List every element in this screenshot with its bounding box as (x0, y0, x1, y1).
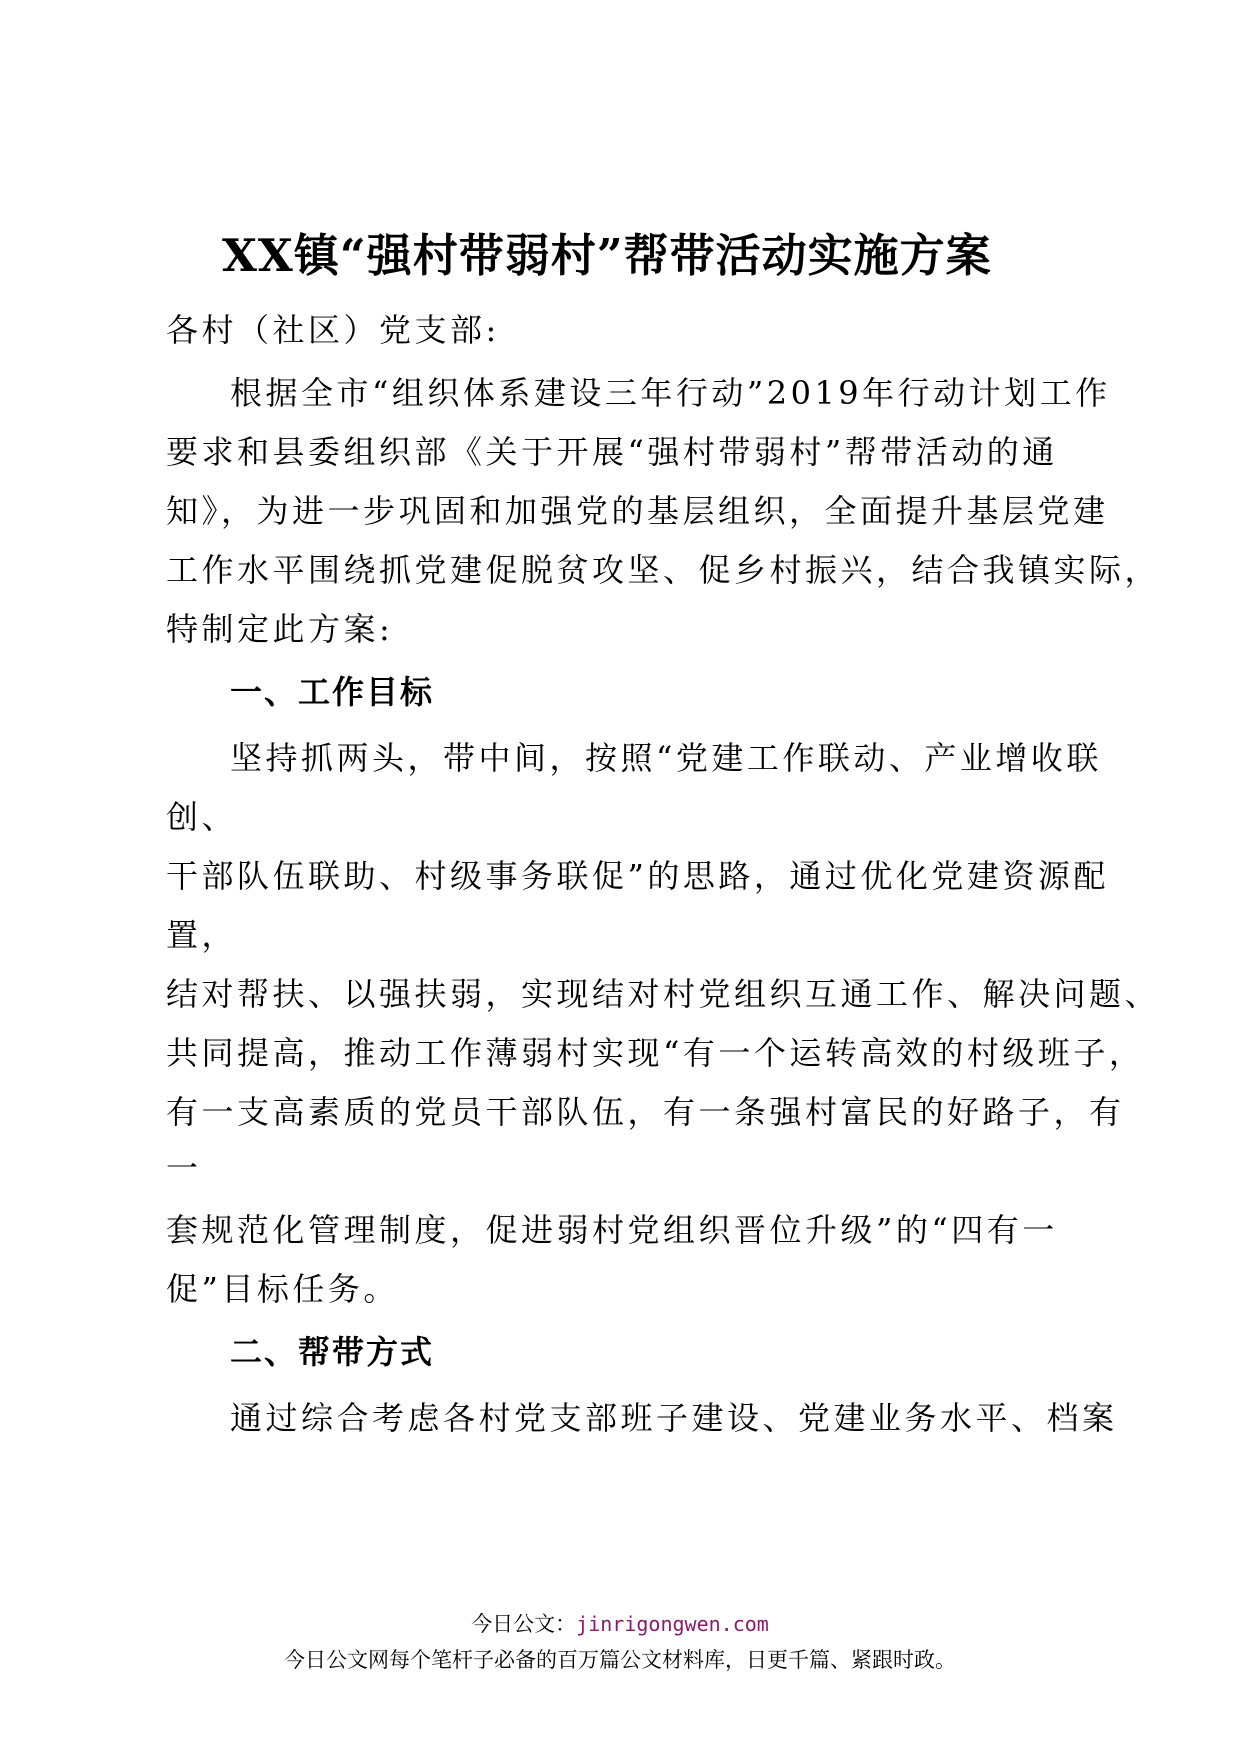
paragraph-line: 工作水平围绕抓党建促脱贫攻坚、促乡村振兴，结合我镇实际， (166, 551, 1161, 589)
paragraph-line: 结对帮扶、以强扶弱，实现结对村党组织互通工作、解决问题、 (166, 975, 1161, 1013)
paragraph-line: 置， (166, 916, 238, 954)
paragraph-line: 一 (166, 1149, 202, 1187)
footer-url-link[interactable]: jinrigongwen.com (576, 1612, 769, 1636)
paragraph-line: 创、 (166, 798, 238, 836)
paragraph-line: 干部队伍联助、村级事务联促”的思路，通过优化党建资源配 (166, 857, 1109, 895)
section-heading-goals: 一、工作目标 (230, 673, 435, 711)
paragraph-line: 要求和县委组织部《关于开展“强村带弱村”帮带活动的通 (166, 433, 1058, 471)
paragraph-line: 根据全市“组织体系建设三年行动”2019年行动计划工作 (230, 374, 1111, 412)
paragraph-line: 套规范化管理制度，促进弱村党组织晋位升级”的“四有一 (166, 1211, 1058, 1249)
paragraph-line: 共同提高，推动工作薄弱村实现“有一个运转高效的村级班子， (166, 1034, 1145, 1072)
paragraph-line: 通过综合考虑各村党支部班子建设、党建业务水平、档案 (230, 1399, 1118, 1437)
paragraph-line: 有一支高素质的党员干部队伍，有一条强村富民的好路子，有 (166, 1093, 1125, 1131)
paragraph-line: 特制定此方案: (166, 610, 394, 648)
document-title: XX镇“强村带弱村”帮带活动实施方案 (222, 229, 992, 282)
paragraph-line: 知》，为进一步巩固和加强党的基层组织，全面提升基层党建 (166, 492, 1109, 530)
section-heading-methods: 二、帮带方式 (230, 1333, 435, 1371)
salutation: 各村（社区）党支部: (166, 311, 500, 349)
paragraph-line: 促”目标任务。 (166, 1270, 399, 1308)
footer-source (0, 1610, 1240, 1638)
footer-slogan: 今日公文网每个笔杆子必备的百万篇公文材料库，日更千篇、紧跟时政。 (284, 1648, 956, 1672)
footer-label: 今日公文： (471, 1612, 577, 1636)
paragraph-line: 坚持抓两头，带中间，按照“党建工作联动、产业增收联 (230, 739, 1102, 777)
